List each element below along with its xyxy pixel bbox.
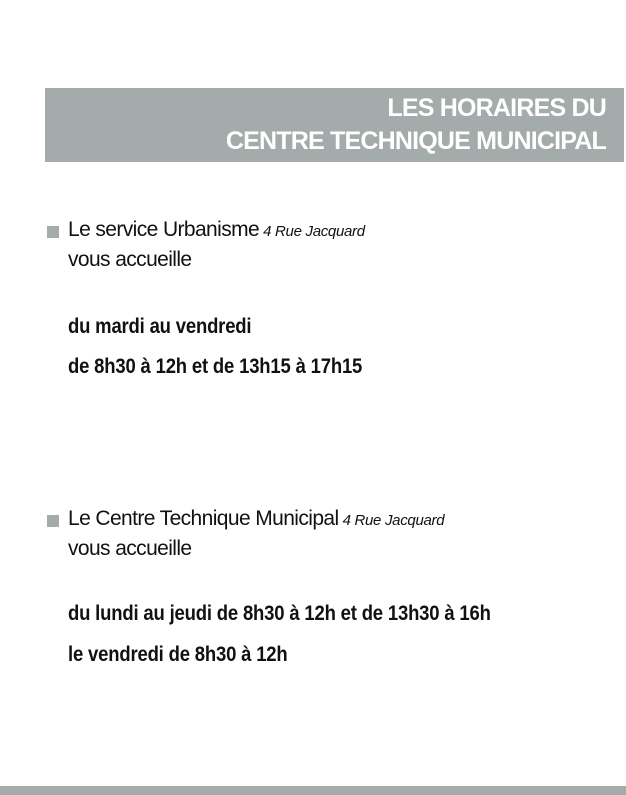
square-bullet-icon [47,515,59,527]
square-bullet-icon [47,226,59,238]
header-banner [45,88,624,162]
header-title-line-2: CENTRE TECHNIQUE MUNICIPAL [225,127,606,155]
service-name: Le service Urbanisme [68,218,260,241]
service-title [68,505,444,535]
service-title [68,216,365,246]
welcome-text: vous accueille [68,248,192,271]
opening-hours-weekdays: du lundi au jeudi de 8h30 à 12h et de 13h30 à 16h [68,602,491,625]
footer-band [0,786,626,795]
service-name: Le Centre Technique Municipal [68,507,339,530]
opening-hours: de 8h30 à 12h et de 13h15 à 17h15 [68,355,363,378]
opening-days: du mardi au vendredi [68,315,252,338]
service-address: 4 Rue Jacquard [342,512,445,529]
welcome-text: vous accueille [68,537,192,560]
service-address: 4 Rue Jacquard [263,223,365,240]
header-title-line-1: LES HORAIRES DU [387,94,606,122]
opening-hours-friday: le vendredi de 8h30 à 12h [68,643,288,666]
